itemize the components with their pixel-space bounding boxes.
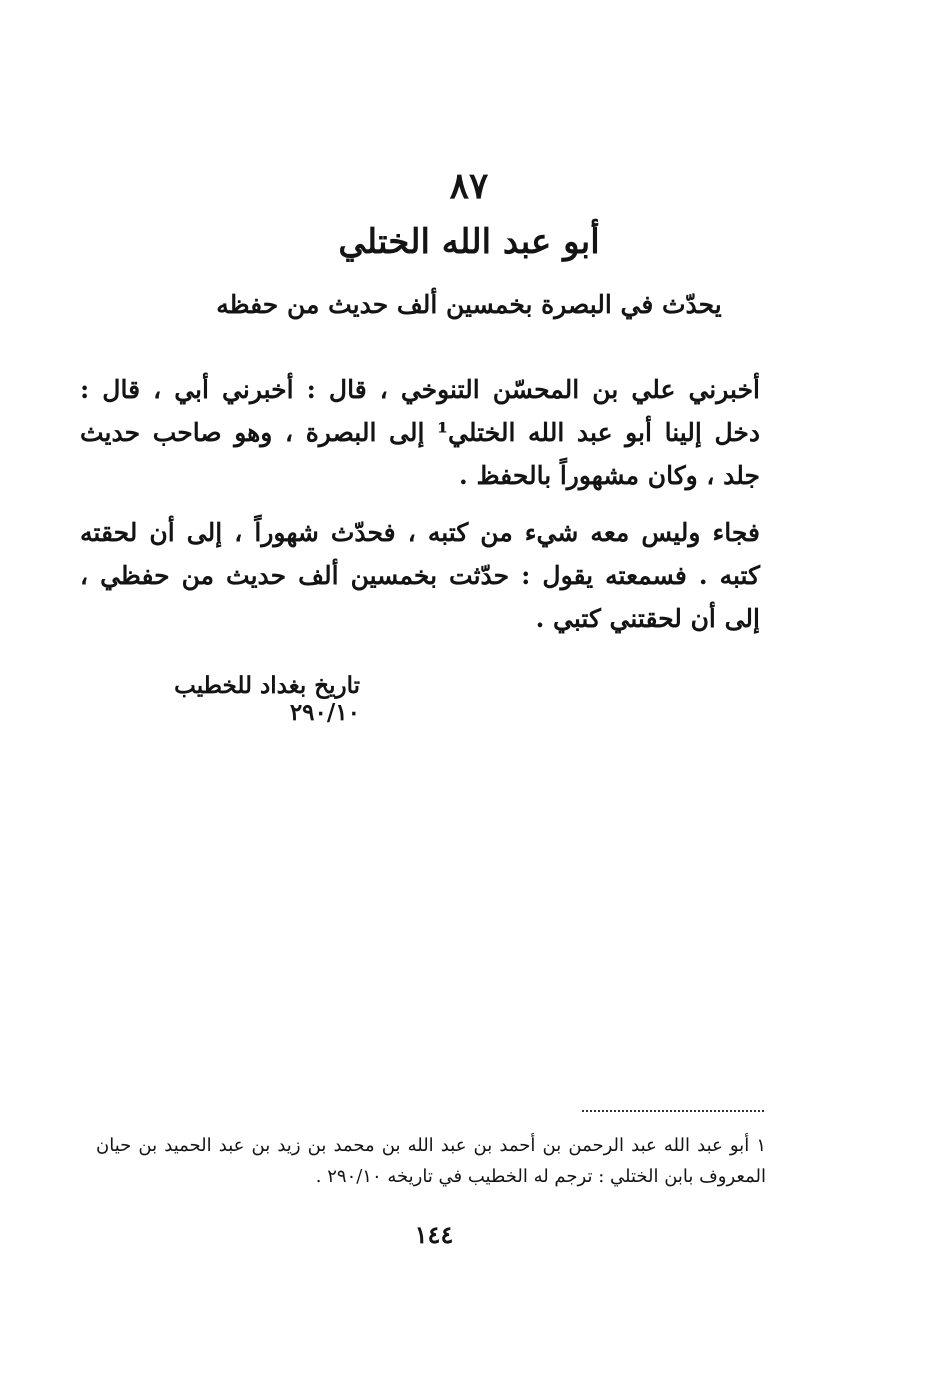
entry-subtitle: يحدّث في البصرة بخمسين ألف حديث من حفظه — [216, 290, 722, 319]
entry-body — [80, 368, 760, 640]
page-number: ١٤٤ — [414, 1220, 454, 1249]
source-reference: تاريخ بغداد للخطيب ٢٩٠/١٠ — [174, 672, 360, 726]
entry-title: أبو عبد الله الختلي — [338, 222, 600, 262]
footnote: ١ أبو عبد الله عبد الرحمن بن أحمد بن عبد الله بن محمد بن زيد بن عبد الحميد بن حيان المعروف بابن الختلي : ترجم له الخطيب في تاريخه ٢٩٠/١٠ . — [96, 1135, 767, 1187]
footnote-divider — [582, 1110, 764, 1112]
entry-number: ٨٧ — [449, 165, 489, 207]
body-paragraph: أخبرني علي بن المحسّن التنوخي ، قال : أخبرني أبي ، قال : دخل إلينا أبو عبد الله الختلي¹ إلى البصرة ، وهو صاحب حديث جلد ، وكان مشهوراً بالحفظ . — [80, 375, 760, 490]
body-paragraph: فجاء وليس معه شيء من كتبه ، فحدّث شهوراً ، إلى أن لحقته كتبه . فسمعته يقول : حدّثت بخمسين ألف حديث من حفظي ، إلى أن لحقتني كتبي . — [80, 518, 760, 633]
footnotes — [96, 1130, 766, 1192]
